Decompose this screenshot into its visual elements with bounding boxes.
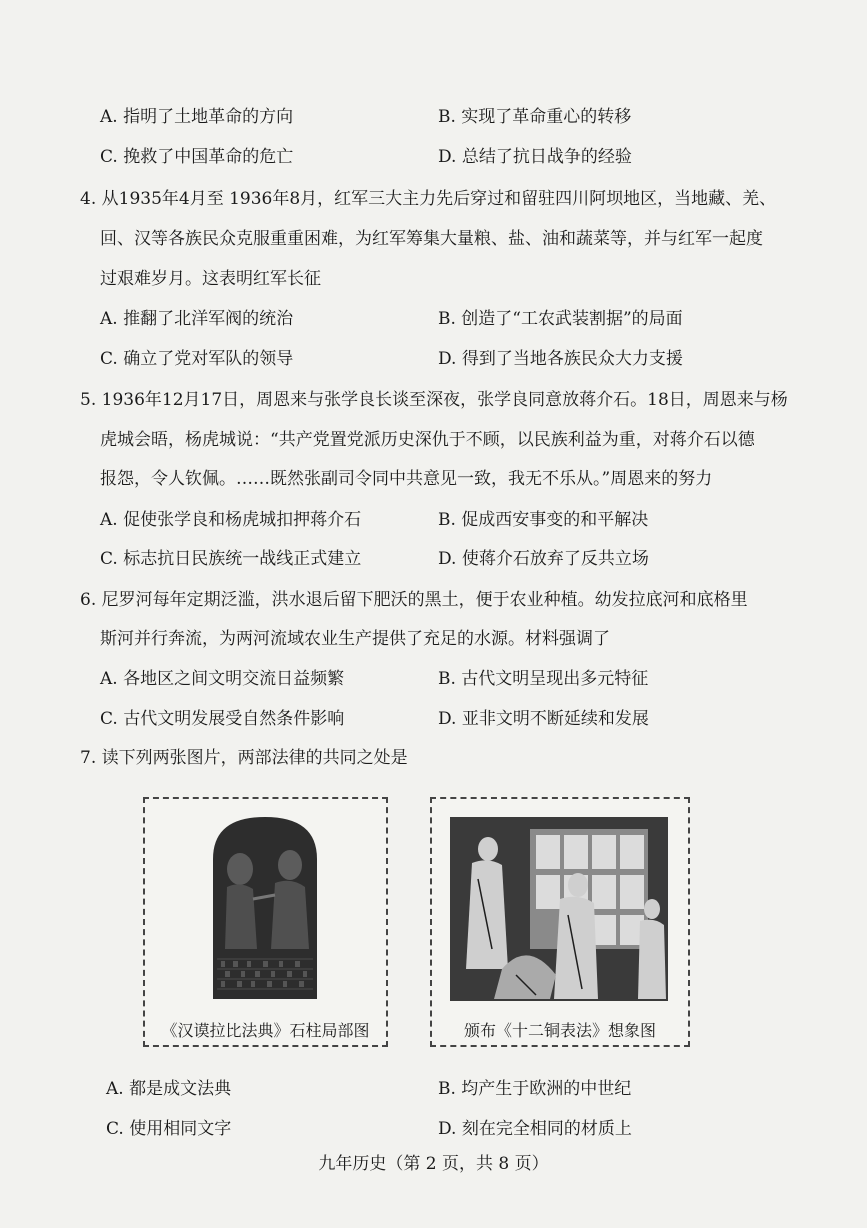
stele-image	[145, 799, 386, 1004]
q7-option-b: B. 均产生于欧洲的中世纪	[438, 1079, 632, 1099]
figure-twelve-tables	[430, 797, 690, 1047]
q6-option-c: C. 古代文明发展受自然条件影响	[100, 709, 345, 729]
figure-hammurabi-code	[143, 797, 388, 1047]
q4-stem-line2: 回、汉等各族民众克服重重困难，为红军筹集大量粮、盐、油和蔬菜等，并与红军一起度	[100, 229, 763, 249]
q4-option-b: B. 创造了“工农武装割据”的局面	[438, 309, 683, 329]
q6-stem-line1: 6. 尼罗河每年定期泛滥，洪水退后留下肥沃的黑土，便于农业种植。幼发拉底河和底格里	[80, 590, 748, 610]
q5-option-c: C. 标志抗日民族统一战线正式建立	[100, 549, 362, 569]
q4-option-d: D. 得到了当地各族民众大力支援	[438, 349, 683, 369]
q4-option-a: A. 推翻了北洋军阀的统治	[100, 309, 294, 329]
q5-stem-line2: 虎城会晤，杨虎城说：“共产党置党派历史深仇于不顾，以民族利益为重，对蒋介石以德	[100, 430, 755, 450]
q7-option-c: C. 使用相同文字	[106, 1119, 232, 1139]
q5-option-b: B. 促成西安事变的和平解决	[438, 510, 649, 530]
q7-stem: 7. 读下列两张图片，两部法律的共同之处是	[80, 748, 408, 768]
q3-option-c: C. 挽救了中国革命的危亡	[100, 147, 294, 167]
q6-option-d: D. 亚非文明不断延续和发展	[438, 709, 649, 729]
q7-option-a: A. 都是成文法典	[106, 1079, 232, 1099]
caption-twelve-tables: 颁布《十二铜表法》想象图	[463, 1021, 656, 1040]
q6-option-b: B. 古代文明呈现出多元特征	[438, 669, 649, 689]
q6-stem-line2: 斯河并行奔流，为两河流域农业生产提供了充足的水源。材料强调了	[100, 629, 610, 649]
twelve-tables-image	[432, 799, 688, 1004]
q5-option-d: D. 使蒋介石放弃了反共立场	[438, 549, 649, 569]
q3-option-d: D. 总结了抗日战争的经验	[438, 147, 632, 167]
q7-option-d: D. 刻在完全相同的材质上	[438, 1119, 632, 1139]
q5-option-a: A. 促使张学良和杨虎城扣押蒋介石	[100, 510, 362, 530]
q5-stem-line1: 5. 1936年12月17日，周恩来与张学良长谈至深夜，张学良同意放蒋介石。18日，周恩来与杨	[80, 390, 788, 410]
q3-option-a: A. 指明了土地革命的方向	[100, 107, 294, 127]
q4-stem-line3: 过艰难岁月。这表明红军长征	[100, 269, 321, 289]
q6-option-a: A. 各地区之间文明交流日益频繁	[100, 669, 345, 689]
q4-option-c: C. 确立了党对军队的领导	[100, 349, 294, 369]
q4-stem-line1: 4. 从1935年4月至 1936年8月，红军三大主力先后穿过和留驻四川阿坝地区，当地藏、羌、	[80, 189, 777, 209]
q5-stem-line3: 报怨，令人钦佩。……既然张副司令同中共意见一致，我无不乐从。”周恩来的努力	[100, 469, 713, 489]
caption-hammurabi: 《汉谟拉比法典》石柱局部图	[161, 1021, 370, 1040]
page-footer: 九年历史（第 2 页，共 8 页）	[318, 1154, 549, 1174]
q3-option-b: B. 实现了革命重心的转移	[438, 107, 632, 127]
